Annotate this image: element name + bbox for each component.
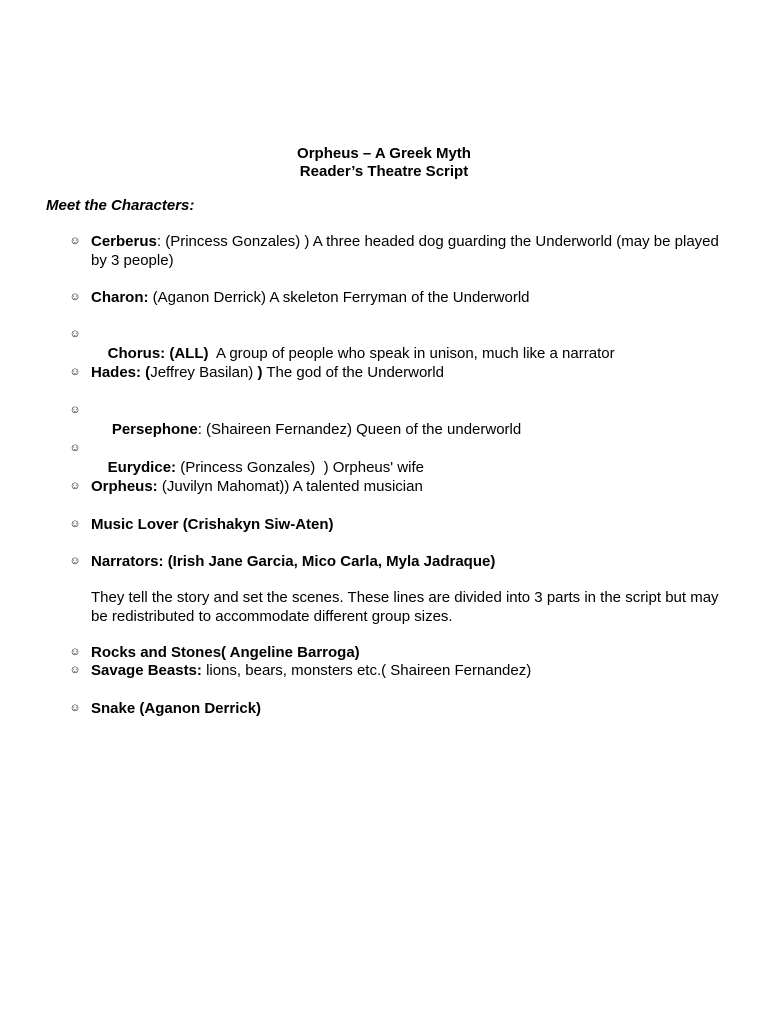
character-description: (Aganon Derrick) A skeleton Ferryman of the Underworld <box>148 289 530 306</box>
character-name: Hades: ( <box>91 364 151 381</box>
character-name: Rocks and Stones( Angeline Barroga) <box>91 644 360 661</box>
bullet-icon: ☺ <box>69 366 81 378</box>
bullet-icon: ☺ <box>69 518 81 530</box>
character-name: Savage Beasts: <box>91 662 202 679</box>
document-subtitle: Reader’s Theatre Script <box>299 163 469 180</box>
document-title: Orpheus – A Greek Myth <box>297 145 471 162</box>
section-heading: Meet the Characters: <box>46 197 195 214</box>
character-name: Orpheus: <box>91 478 158 495</box>
character-description: : (Shaireen Fernandez) Queen of the underworld <box>197 420 522 438</box>
character-description: Jeffrey Basilan) <box>150 364 258 381</box>
character-name: Charon: <box>91 289 149 306</box>
character-item <box>91 700 731 719</box>
character-name: Music Lover (Crishakyn Siw-Aten) <box>91 516 334 533</box>
character-description: : (Princess Gonzales) ) A three headed dog guarding the Underworld (may be played by 3 people) <box>91 233 719 269</box>
bullet-icon: ☺ <box>69 328 81 340</box>
narrators-note: They tell the story and set the scenes. These lines are divided into 3 parts in the script but may be redistributed to accommodate different group sizes. <box>91 589 719 625</box>
bullet-icon: ☺ <box>69 702 81 714</box>
bullet-icon: ☺ <box>69 291 81 303</box>
bullet-icon: ☺ <box>69 555 81 567</box>
bullet-icon: ☺ <box>69 480 81 492</box>
bullet-icon: ☺ <box>69 404 81 416</box>
character-item <box>91 553 731 572</box>
character-name: Cerberus <box>91 233 157 250</box>
character-description-cont: The god of the Underworld <box>262 364 444 381</box>
character-description: A group of people who speak in unison, much like a narrator <box>208 344 615 362</box>
character-name: Chorus: (ALL) <box>107 344 209 362</box>
character-item <box>91 289 731 308</box>
character-item <box>91 644 731 663</box>
bullet-icon: ☺ <box>69 235 81 247</box>
character-item <box>91 478 731 497</box>
character-name: Narrators: (Irish Jane Garcia, Mico Carla, Myla Jadraque) <box>91 553 496 570</box>
character-name-paren: ) <box>257 364 263 381</box>
bullet-icon: ☺ <box>69 442 81 454</box>
character-name: Eurydice: <box>107 458 177 476</box>
character-item <box>91 364 731 383</box>
character-description: lions, bears, monsters etc.( Shaireen Fernandez) <box>201 662 532 679</box>
character-name: Persephone <box>107 420 198 438</box>
character-description: (Juvilyn Mahomat)) A talented musician <box>157 478 423 495</box>
character-description: (Princess Gonzales) ) Orpheus' wife <box>176 458 424 476</box>
bullet-icon: ☺ <box>69 646 81 658</box>
bullet-icon: ☺ <box>69 664 81 676</box>
character-item <box>91 662 731 681</box>
character-item <box>91 233 731 270</box>
character-item <box>91 516 731 535</box>
character-name: Snake (Aganon Derrick) <box>91 700 262 717</box>
